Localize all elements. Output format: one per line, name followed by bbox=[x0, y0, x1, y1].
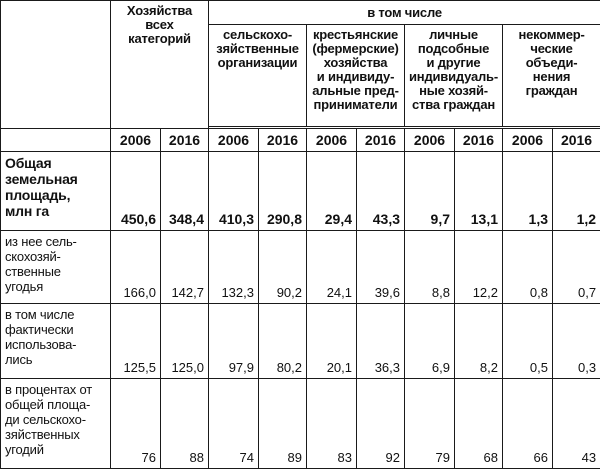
including-header: в том числе bbox=[209, 1, 600, 25]
value-cell: 90,2 bbox=[259, 231, 307, 303]
value-cell: 92 bbox=[357, 378, 405, 468]
year-cell: 2006 bbox=[209, 128, 259, 151]
year-cell: 2016 bbox=[161, 128, 209, 151]
value-cell: 24,1 bbox=[307, 231, 357, 303]
value-cell: 36,3 bbox=[357, 303, 405, 378]
row-label: Общая земельная площадь, млн га bbox=[1, 151, 111, 231]
value-cell: 8,2 bbox=[455, 303, 503, 378]
value-cell: 89 bbox=[259, 378, 307, 468]
value-cell: 20,1 bbox=[307, 303, 357, 378]
value-cell: 9,7 bbox=[405, 151, 455, 231]
value-cell: 74 bbox=[209, 378, 259, 468]
value-cell: 29,4 bbox=[307, 151, 357, 231]
year-cell: 2006 bbox=[111, 128, 161, 151]
table-row bbox=[1, 231, 600, 303]
value-cell: 125,0 bbox=[161, 303, 209, 378]
year-cell: 2006 bbox=[307, 128, 357, 151]
value-cell: 1,2 bbox=[553, 151, 600, 231]
year-cell: 2016 bbox=[553, 128, 600, 151]
value-cell: 39,6 bbox=[357, 231, 405, 303]
value-cell: 166,0 bbox=[111, 231, 161, 303]
header-row-1 bbox=[1, 1, 600, 25]
value-cell: 43,3 bbox=[357, 151, 405, 231]
table-row bbox=[1, 378, 600, 468]
value-cell: 0,8 bbox=[503, 231, 553, 303]
value-cell: 132,3 bbox=[209, 231, 259, 303]
table-row bbox=[1, 151, 600, 231]
value-cell: 348,4 bbox=[161, 151, 209, 231]
year-cell: 2006 bbox=[503, 128, 553, 151]
value-cell: 142,7 bbox=[161, 231, 209, 303]
value-cell: 0,7 bbox=[553, 231, 600, 303]
year-cell: 2016 bbox=[455, 128, 503, 151]
value-cell: 79 bbox=[405, 378, 455, 468]
group-header-agri-orgs: сельскохо- зяйственные организации bbox=[209, 25, 307, 127]
value-cell: 80,2 bbox=[259, 303, 307, 378]
year-row bbox=[1, 128, 600, 151]
corner-cell bbox=[1, 1, 111, 129]
value-cell: 125,5 bbox=[111, 303, 161, 378]
value-cell: 88 bbox=[161, 378, 209, 468]
year-cell: 2016 bbox=[357, 128, 405, 151]
value-cell: 97,9 bbox=[209, 303, 259, 378]
row-label: из нее сель- скохозяй- ственные угодья bbox=[1, 231, 111, 303]
row-label: в том числе фактически использова- лись bbox=[1, 303, 111, 378]
value-cell: 68 bbox=[455, 378, 503, 468]
group-header-nonprofit: некоммер- ческие объеди- нения граждан bbox=[503, 25, 600, 127]
year-cell: 2016 bbox=[259, 128, 307, 151]
value-cell: 290,8 bbox=[259, 151, 307, 231]
value-cell: 76 bbox=[111, 378, 161, 468]
value-cell: 13,1 bbox=[455, 151, 503, 231]
value-cell: 12,2 bbox=[455, 231, 503, 303]
value-cell: 83 bbox=[307, 378, 357, 468]
group-header-farms: крестьянские (фермерские) хозяйства и индивиду- альные пред- приниматели bbox=[307, 25, 405, 127]
table-row bbox=[1, 303, 600, 378]
value-cell: 66 bbox=[503, 378, 553, 468]
row-label: в процентах от общей площа- ди сельскохо- зяйственных угодий bbox=[1, 378, 111, 468]
year-cell: 2006 bbox=[405, 128, 455, 151]
value-cell: 1,3 bbox=[503, 151, 553, 231]
group-header-households: личные подсобные и другие индивидуаль- ные хозяй- ства граждан bbox=[405, 25, 503, 127]
value-cell: 6,9 bbox=[405, 303, 455, 378]
year-row-label bbox=[1, 128, 111, 151]
value-cell: 0,3 bbox=[553, 303, 600, 378]
value-cell: 43 bbox=[553, 378, 600, 468]
value-cell: 0,5 bbox=[503, 303, 553, 378]
value-cell: 410,3 bbox=[209, 151, 259, 231]
all-categories-header: Хозяйства всех категорий bbox=[111, 1, 209, 129]
value-cell: 8,8 bbox=[405, 231, 455, 303]
value-cell: 450,6 bbox=[111, 151, 161, 231]
